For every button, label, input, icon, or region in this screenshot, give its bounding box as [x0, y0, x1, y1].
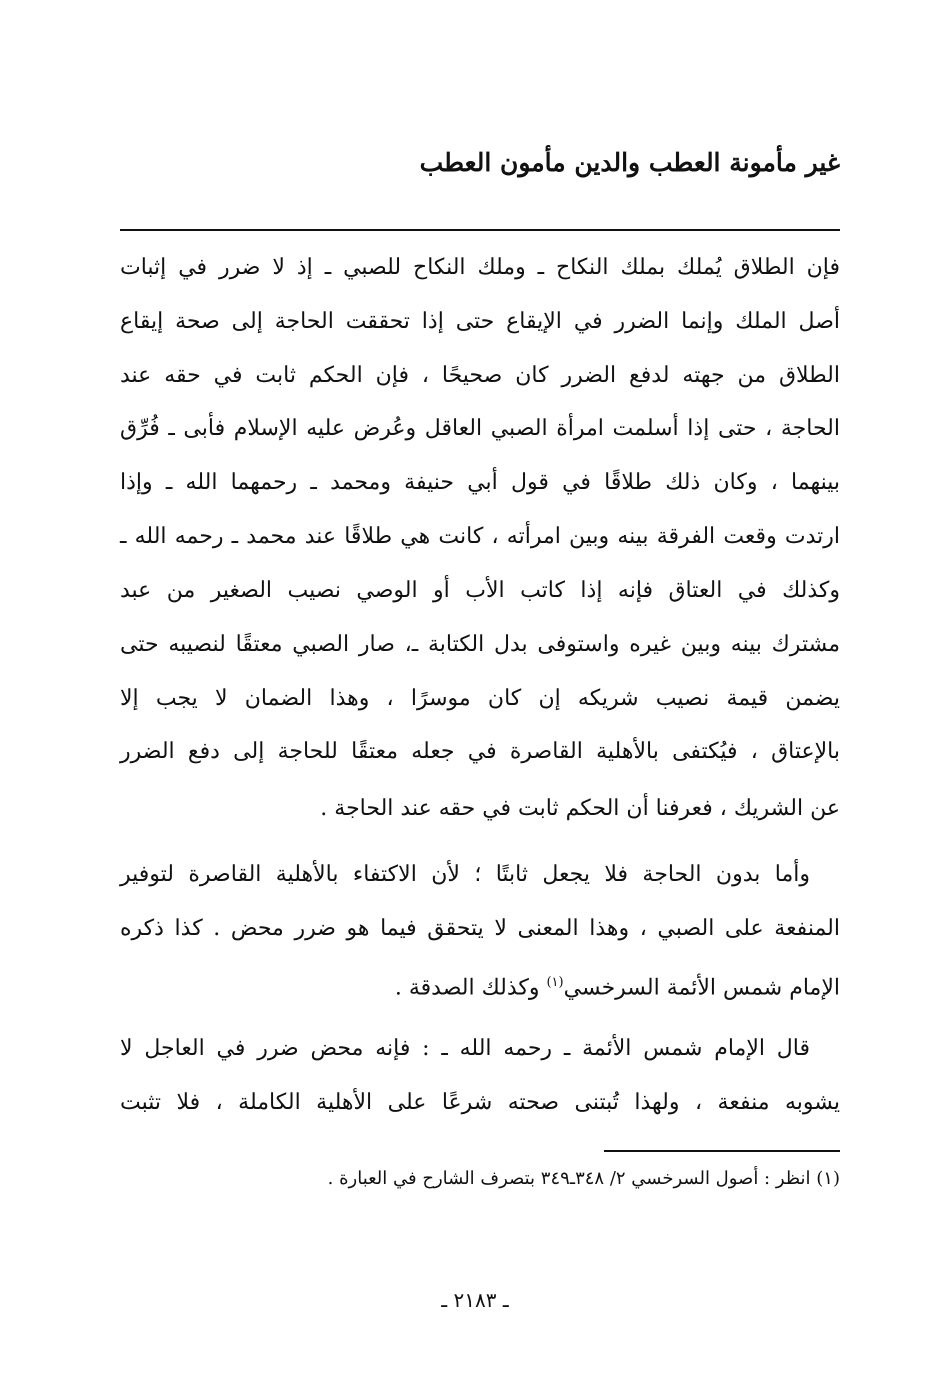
text-line: أصل الملك وإنما الضرر في الإيقاع حتى إذا تحققت الحاجة إلى صحة إيقاع	[120, 309, 840, 334]
text-span: وكذلك الصدقة .	[394, 975, 547, 1001]
text-line: يشوبه منفعة ، ولهذا تُبتنى صحته شرعًا على الأهلية الكاملة ، فلا تثبت	[120, 1090, 840, 1115]
text-span: الإمام شمس الأئمة السرخسي	[563, 975, 840, 1001]
text-line: يضمن قيمة نصيب شريكه إن كان موسرًا ، وهذا الضمان لا يجب إلا	[120, 686, 840, 711]
header-rule	[120, 229, 840, 231]
text-line	[120, 968, 840, 1003]
footnote-rule	[604, 1150, 840, 1152]
text-line: ارتدت وقعت الفرقة بينه وبين امرأته ، كانت هي طلاقًا عند محمد ـ رحمه الله ـ	[120, 524, 840, 549]
text-line: الطلاق من جهته لدفع الضرر كان صحيحًا ، فإن الحكم ثابت في حقه عند	[120, 363, 840, 388]
text-line: المنفعة على الصبي ، وهذا المعنى لا يتحقق فيما هو ضرر محض . كذا ذكره	[120, 916, 840, 941]
page-number: ـ ٢١٨٣ ـ	[441, 1288, 509, 1312]
text-line: وكذلك في العتاق فإنه إذا كاتب الأب أو الوصي نصيب الصغير من عبد	[120, 578, 840, 603]
text-line: الحاجة ، حتى إذا أسلمت امرأة الصبي العاقل وعُرض عليه الإسلام فأبى ـ فُرِّق	[120, 416, 840, 441]
running-header: غير مأمونة العطب والدين مأمون العطب	[419, 148, 840, 177]
footnote-reference[interactable]: (١)	[546, 975, 564, 990]
text-line: وأما بدون الحاجة فلا يجعل ثابتًا ؛ لأن الاكتفاء بالأهلية القاصرة لتوفير	[120, 862, 810, 887]
text-line: بينهما ، وكان ذلك طلاقًا في قول أبي حنيفة ومحمد ـ رحمهما الله ـ وإذا	[120, 470, 840, 495]
footnote: (١) انظر : أصول السرخسي ٢/ ٣٤٨ـ٣٤٩ بتصرف الشارح في العبارة .	[327, 1168, 840, 1189]
text-line: فإن الطلاق يُملك بملك النكاح ـ وملك النكاح للصبي ـ إذ لا ضرر في إثبات	[120, 255, 840, 280]
text-line: قال الإمام شمس الأئمة ـ رحمه الله ـ : فإنه محض ضرر في العاجل لا	[120, 1036, 810, 1061]
text-line: مشترك بينه وبين غيره واستوفى بدل الكتابة ـ، صار الصبي معتقًا لنصيبه حتى	[120, 632, 840, 657]
text-line: عن الشريك ، فعرفنا أن الحكم ثابت في حقه عند الحاجة .	[320, 796, 840, 821]
text-line: بالإعتاق ، فيُكتفى بالأهلية القاصرة في جعله معتقًا للحاجة إلى دفع الضرر	[120, 739, 840, 764]
